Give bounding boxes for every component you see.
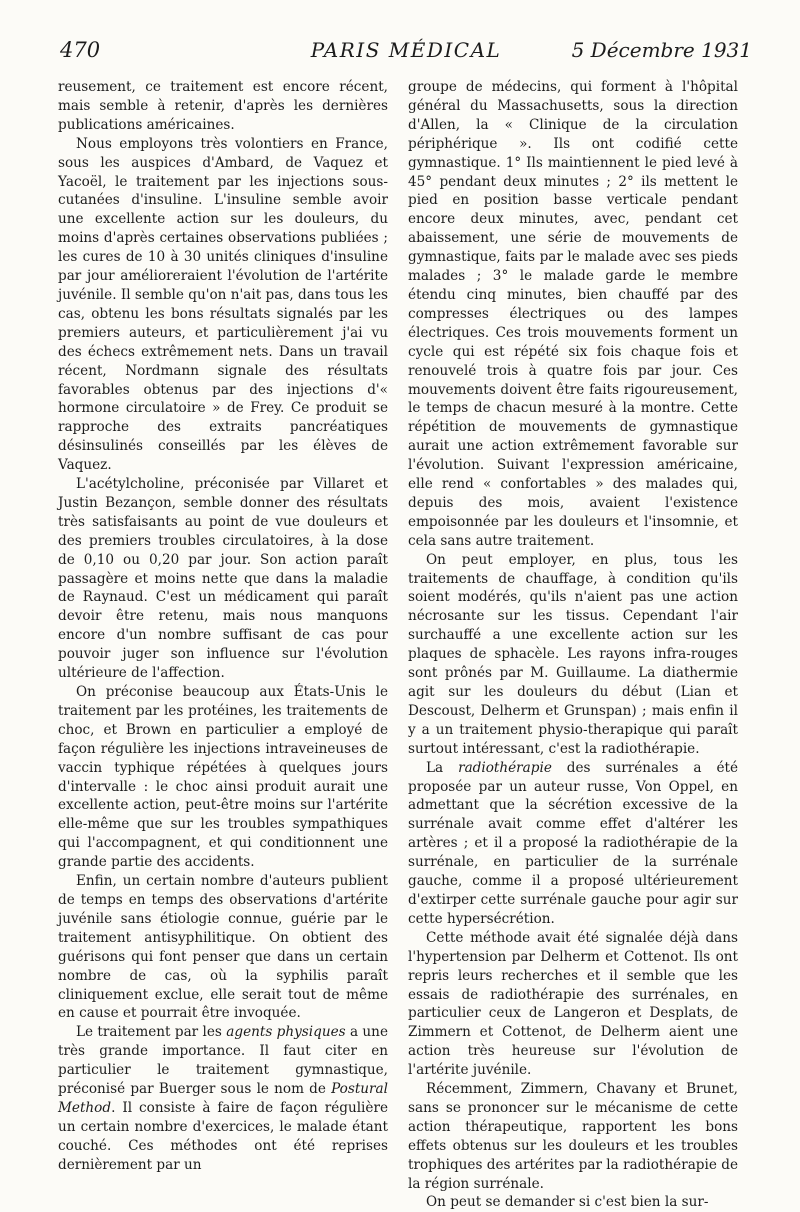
text-run: La — [426, 759, 459, 776]
text-run: des surrénales a été proposée par un auteur russe, Von Oppel, en admettant que la sécrétion excessive de la surrénale avait comme effet d'altérer les artères ; et il a proposé la radiothérapie de la surrénale, en particulier de la surrénale gauche, comme il a proposé ultérieurement d'extirper cette surrénale gauche pour agir sur cette hypersécrétion. — [408, 759, 739, 927]
text-run: Le traitement par les — [76, 1024, 227, 1041]
text-run: a une très grande importance. Il faut citer en particulier le traitement gymnastique, préconisé par Buerger sous le nom de — [58, 1024, 388, 1098]
running-header — [60, 38, 752, 74]
paragraph: Enfin, un certain nombre d'auteurs publient de temps en temps des observations d'artérite juvénile sans étiologie connue, guérie par le traitement antisyphilitique. On obtient des guérisons qui font penser que dans un certain nombre de cas, où la syphilis paraît cliniquement exclue, elle serait tout de même en cause et pourrait être invoquée. — [58, 873, 388, 1022]
issue-date: 5 Décembre 1931 — [571, 38, 752, 62]
text-run: . Il consiste à faire de façon régulière un certain nombre d'exercices, le malade étant couché. Ces méthodes ont été reprises dernièrement par un — [58, 1099, 388, 1173]
page-number: 470 — [60, 38, 101, 62]
paragraph: On peut se demander si c'est bien la sur- — [426, 1194, 709, 1211]
left-column — [58, 78, 388, 1175]
italic-term: agents physiques — [226, 1024, 346, 1041]
paragraph: Récemment, Zimmern, Chavany et Brunet, sans se prononcer sur le mécanisme de cette action thérapeutique, rapportent les bons effets obtenus sur les douleurs et les troubles trophiques des artérites par la radiothérapie de la région surrénale. — [408, 1081, 738, 1192]
journal-title: PARIS MÉDICAL — [310, 38, 502, 62]
italic-term: radiothérapie — [458, 759, 552, 776]
paragraph — [408, 759, 738, 929]
paragraph: On préconise beaucoup aux États-Unis le traitement par les protéines, les traitements de choc, et Brown en particulier a employé de façon régulière les injections intraveineuses de vaccin typhique répétées à quelques jours d'intervalle : le choc ainsi produit aurait une excellente action, peut-être moins sur l'artérite elle-même que sur les troubles sympathiques qui l'accompagnent, et qui conditionnent une grande partie des accidents. — [58, 684, 388, 871]
paragraph: reusement, ce traitement est encore récent, mais semble à retenir, d'après les dernières publications américaines. — [58, 79, 388, 133]
italic-term: Postural Method — [58, 1081, 388, 1116]
paragraph: L'acétylcholine, préconisée par Villaret et Justin Bezançon, semble donner des résultats très satisfaisants au point de vue douleurs et des premiers troubles circulatoires, à la dose de 0,10 ou 0,20 par jour. Son action paraît passagère et moins nette que dans la maladie de Raynaud. C'est un médicament qui paraît devoir être retenu, mais nous manquons encore d'un nombre suffisant de cas pour pouvoir juger son influence sur l'évolution ultérieure de l'affection. — [58, 476, 388, 682]
right-column — [408, 78, 738, 1212]
paragraph — [58, 1023, 388, 1174]
paragraph: Cette méthode avait été signalée déjà dans l'hypertension par Delherm et Cottenot. Ils ont repris leurs recherches et il semble que les essais de radiothérapie des surrénales, en particulier ceux de Langeron et Desplats, de Zimmern et Cottenot, de Delherm aient une action très heureuse sur l'évolution de l'artérite juvénile. — [408, 929, 738, 1079]
paragraph: Nous employons très volontiers en France, sous les auspices d'Ambard, de Vaquez et Yacoël, le traitement par les injections sous-cutanées d'insuline. L'insuline semble avoir une excellente action sur les douleurs, du moins d'après certaines observations publiées ; les cures de 10 à 30 unités cliniques d'insuline par jour amélioreraient l'évolution de l'artérite juvénile. Il semble qu'on n'ait pas, dans tous les cas, obtenu les bons résultats signalés par les premiers auteurs, et particulièrement j'ai vu des échecs extrêmement nets. Dans un travail récent, Nordmann signale des résultats favorables obtenus par des injections d'« hormone circulatoire » de Frey. Ce produit se rapproche des extraits pancréatiques désinsulinés conseillés par les élèves de Vaquez. — [58, 135, 388, 474]
paragraph: On peut employer, en plus, tous les traitements de chauffage, à condition qu'ils soient modérés, qu'ils n'aient pas une action nécrosante sur les tissus. Cependant l'air surchauffé a une excellente action sur les plaques de sphacèle. Les rayons infra-rouges sont prônés par M. Guillaume. La diathermie agit sur les douleurs du début (Lian et Descoust, Delherm et Grunspan) ; mais enfin il y a un traitement physio-therapique qui paraît surtout intéressant, c'est la radiothérapie. — [408, 551, 738, 757]
paragraph: groupe de médecins, qui forment à l'hôpital général du Massachusetts, sous la direction d'Allen, la « Clinique de la circulation périphérique ». Ils ont codifié cette gymnastique. 1° Ils maintiennent le pied levé à 45° pendant deux minutes ; 2° ils mettent le pied en position basse verticale pendant encore deux minutes, avec, pendant cet abaissement, une série de mouvements de gymnastique, faits par le malade avec ses pieds malades ; 3° le malade garde le membre étendu cinq minutes, bien chauffé par des compresses électriques ou des lampes électriques. Ces trois mouvements forment un cycle qui est répété six fois chaque fois et renouvelé trois à quatre fois par jour. Ces mouvements doivent être faits rigoureusement, le temps de chacun mesuré à la montre. Cette répétition de mouvements de gymnastique aurait une action extrêmement favorable sur l'évolution. Suivant l'expression américaine, elle rend « confortables » des malades qui, depuis des mois, avaient l'existence empoisonnée par les douleurs et l'insomnie, et cela sans autre traitement. — [408, 79, 738, 549]
